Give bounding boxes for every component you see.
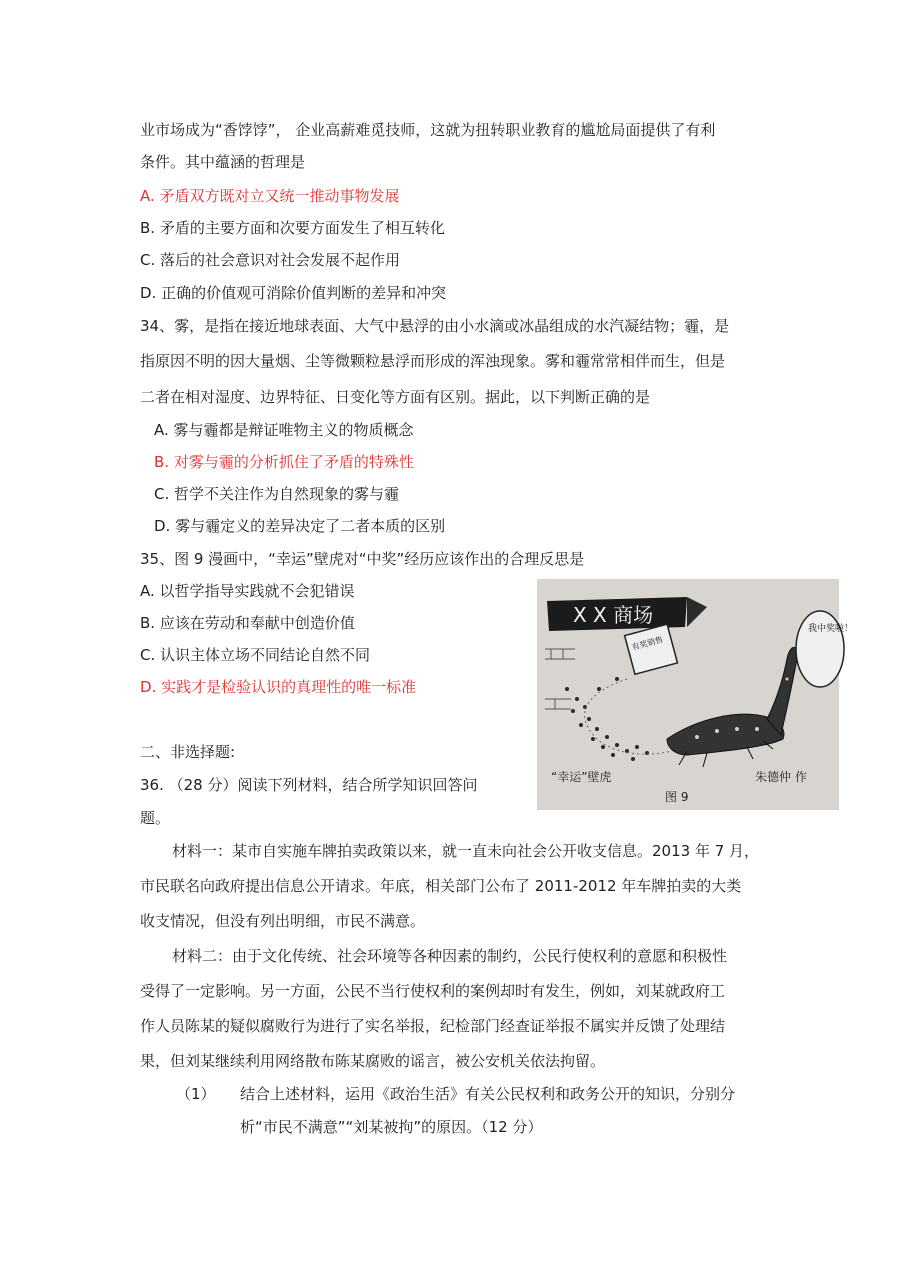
question-36: 题。 [140,809,171,827]
option-a-answer: A. 矛盾双方既对立又统一推动事物发展 [140,187,400,205]
cartoon-figure-9 [537,579,854,810]
sub-question-number: （1） [176,1085,216,1103]
material-2: 作人员陈某的疑似腐败行为进行了实名举报，纪检部门经查证举报不属实并反馈了处理结 [140,1017,726,1035]
option-b: B. 应该在劳动和奉献中创造价值 [140,614,355,632]
material-2: 受得了一定影响。另一方面，公民不当行使权利的案例却时有发生，例如，刘某就政府工 [140,982,726,1000]
material-1: 材料一：某市自实施车牌拍卖政策以来，就一直未向社会公开收支信息。2013 年 7 月， [172,842,760,860]
option-d: D. 正确的价值观可消除价值判断的差异和冲突 [140,284,447,302]
option-a: A. 以哲学指导实践就不会犯错误 [140,582,355,600]
question-35: 35、图 9 漫画中，“幸运”壁虎对“中奖”经历应该作出的合理反思是 [140,550,585,568]
sub-question: 析“市民不满意”“刘某被拘”的原因。（12 分） [240,1118,543,1136]
banner-text: X X 商场 [573,603,654,627]
material-2: 果，但刘某继续利用网络散布陈某腐败的谣言，被公安机关依法拘留。 [140,1052,606,1070]
text-line: 条件。其中蕴涵的哲理是 [140,153,306,171]
question-34-line: 指原因不明的因大量烟、尘等微颗粒悬浮而形成的浑浊现象。雾和霾常常相伴而生，但是 [140,352,726,370]
option-b-answer: B. 对雾与霾的分析抓住了矛盾的特殊性 [154,453,414,471]
option-c: C. 落后的社会意识对社会发展不起作用 [140,251,401,269]
text-line: 业市场成为“香饽饽”， 企业高薪难觅技师，这就为扭转职业教育的尴尬局面提供了有利 [140,121,716,139]
material-1: 收支情况，但没有列出明细，市民不满意。 [140,912,426,930]
bubble-text: 我中奖啦！ [808,624,854,634]
option-d: D. 雾与霾定义的差异决定了二者本质的区别 [154,517,446,535]
option-c: C. 哲学不关注作为自然现象的雾与霾 [154,485,400,503]
figure-label: 图 9 [665,790,689,804]
material-2: 材料二：由于文化传统、社会环境等各种因素的制约，公民行使权利的意愿和积极性 [172,947,728,965]
option-d-answer: D. 实践才是检验认识的真理性的唯一标准 [140,678,417,696]
sign-text: 有奖销售 [630,635,665,652]
section-heading: 二、非选择题: [140,743,236,761]
option-b: B. 矛盾的主要方面和次要方面发生了相互转化 [140,219,445,237]
material-1: 市民联名向政府提出信息公开请求。年底，相关部门公布了 2011-2012 年车牌拍卖的大类 [140,877,742,895]
question-36: 36. （28 分）阅读下列材料，结合所学知识回答问 [140,776,478,794]
caption-left: “幸运”壁虎 [551,770,612,784]
question-34-line: 二者在相对湿度、边界特征、日变化等方面有区别。据此，以下判断正确的是 [140,388,651,406]
question-34-line: 34、雾，是指在接近地球表面、大气中悬浮的由小水滴或冰晶组成的水汽凝结物；霾，是 [140,317,730,335]
cartoon-illustration [537,579,854,810]
caption-right: 朱德仲 作 [755,770,807,784]
sub-question: 结合上述材料，运用《政治生活》有关公民权利和政务公开的知识，分别分 [240,1085,736,1103]
option-a: A. 雾与霾都是辩证唯物主义的物质概念 [154,421,414,439]
option-c: C. 认识主体立场不同结论自然不同 [140,646,371,664]
